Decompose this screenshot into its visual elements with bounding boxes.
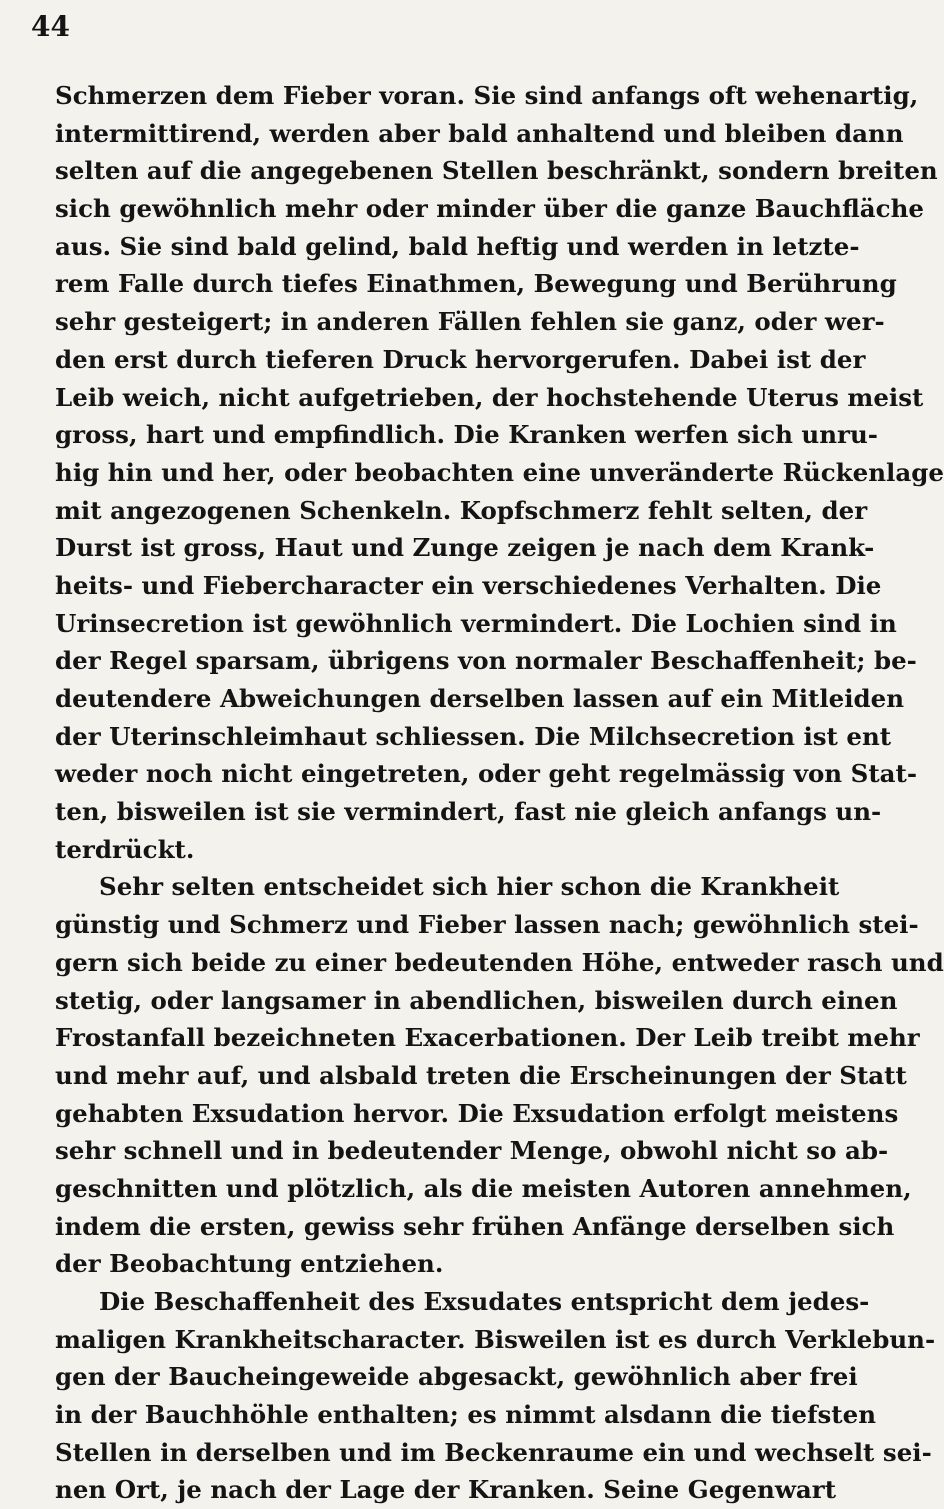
text-line: in der Bauchhöhle enthalten; es nimmt alsdann die tiefsten (55, 1400, 877, 1430)
text-line: gross, hart und empfindlich. Die Kranken werfen sich unru- (55, 420, 878, 450)
text-line: und mehr auf, und alsbald treten die Erscheinungen der Statt (55, 1060, 907, 1090)
text-line: sehr gesteigert; in anderen Fällen fehlen sie ganz, oder wer- (55, 307, 885, 337)
text-line: deutendere Abweichungen derselben lassen auf ein Mitleiden (55, 684, 905, 713)
text-line: sehr schnell und in bedeutender Menge, obwohl nicht so ab- (55, 1136, 889, 1166)
paragraph-end-line: der Beobachtung entziehen. (55, 1249, 444, 1279)
text-line: aus. Sie sind bald gelind, bald heftig und werden in letzte- (55, 231, 860, 261)
text-line: weder noch nicht eingetreten, oder geht regelmässig von Stat- (55, 759, 917, 789)
page-number: 44 (31, 10, 70, 43)
text-line: heits- und Fiebercharacter ein verschiedenes Verhalten. Die (55, 570, 882, 600)
text-line: geschnitten und plötzlich, als die meisten Autoren annehmen, (55, 1173, 912, 1203)
text-line: den erst durch tieferen Druck hervorgerufen. Dabei ist der (55, 344, 866, 374)
text-line: sich gewöhnlich mehr oder minder über die ganze Bauchfläche (55, 194, 924, 224)
text-line: ten, bisweilen ist sie vermindert, fast nie gleich anfangs un- (55, 797, 882, 827)
text-line: gehabten Exsudation hervor. Die Exsudation erfolgt meistens (55, 1098, 899, 1128)
text-line: selten auf die angegebenen Stellen beschränkt, sondern breiten (55, 156, 938, 186)
text-line: rem Falle durch tiefes Einathmen, Bewegung und Berührung (55, 269, 897, 299)
text-line: nen Ort, je nach der Lage der Kranken. Seine Gegenwart (55, 1475, 837, 1505)
text-line: günstig und Schmerz und Fieber lassen nach; gewöhnlich stei- (55, 910, 919, 940)
text-line: Stellen in derselben und im Beckenraume ein und wechselt sei- (55, 1437, 932, 1467)
paragraph-start-line: Die Beschaffenheit des Exsudates entspricht dem jedes- (99, 1287, 870, 1316)
text-line: indem die ersten, gewiss sehr frühen Anfänge derselben sich (55, 1211, 895, 1241)
text-line: der Uterinschleimhaut schliessen. Die Milchsecretion ist ent (55, 721, 892, 751)
text-line: der Regel sparsam, übrigens von normaler Beschaffenheit; be- (55, 646, 917, 676)
text-line: mit angezogenen Schenkeln. Kopfschmerz fehlt selten, der (55, 495, 868, 525)
paragraph-start-line: Sehr selten entscheidet sich hier schon die Krankheit (99, 872, 840, 902)
text-line: stetig, oder langsamer in abendlichen, bisweilen durch einen (55, 985, 898, 1015)
text-line: Leib weich, nicht aufgetrieben, der hochstehende Uterus meist (55, 382, 924, 412)
text-line: hig hin und her, oder beobachten eine unveränderte Rückenlage (55, 457, 944, 487)
text-line: Urinsecretion ist gewöhnlich vermindert. Die Lochien sind in (55, 608, 897, 638)
text-line: Frostanfall bezeichneten Exacerbationen. Der Leib treibt mehr (55, 1023, 920, 1053)
text-line: gen der Baucheingeweide abgesackt, gewöhnlich aber frei (55, 1362, 858, 1392)
text-line: gern sich beide zu einer bedeutenden Höhe, entweder rasch und (55, 947, 944, 977)
paragraph-end-line: terdrückt. (55, 834, 195, 864)
text-line: maligen Krankheitscharacter. Bisweilen ist es durch Verklebun- (55, 1324, 936, 1354)
text-line: Schmerzen dem Fieber voran. Sie sind anfangs oft wehenartig, (55, 81, 919, 110)
body-text (55, 77, 944, 1509)
text-line: intermittirend, werden aber bald anhaltend und bleiben dann (55, 118, 904, 148)
text-line: Durst ist gross, Haut und Zunge zeigen je nach dem Krank- (55, 533, 875, 563)
